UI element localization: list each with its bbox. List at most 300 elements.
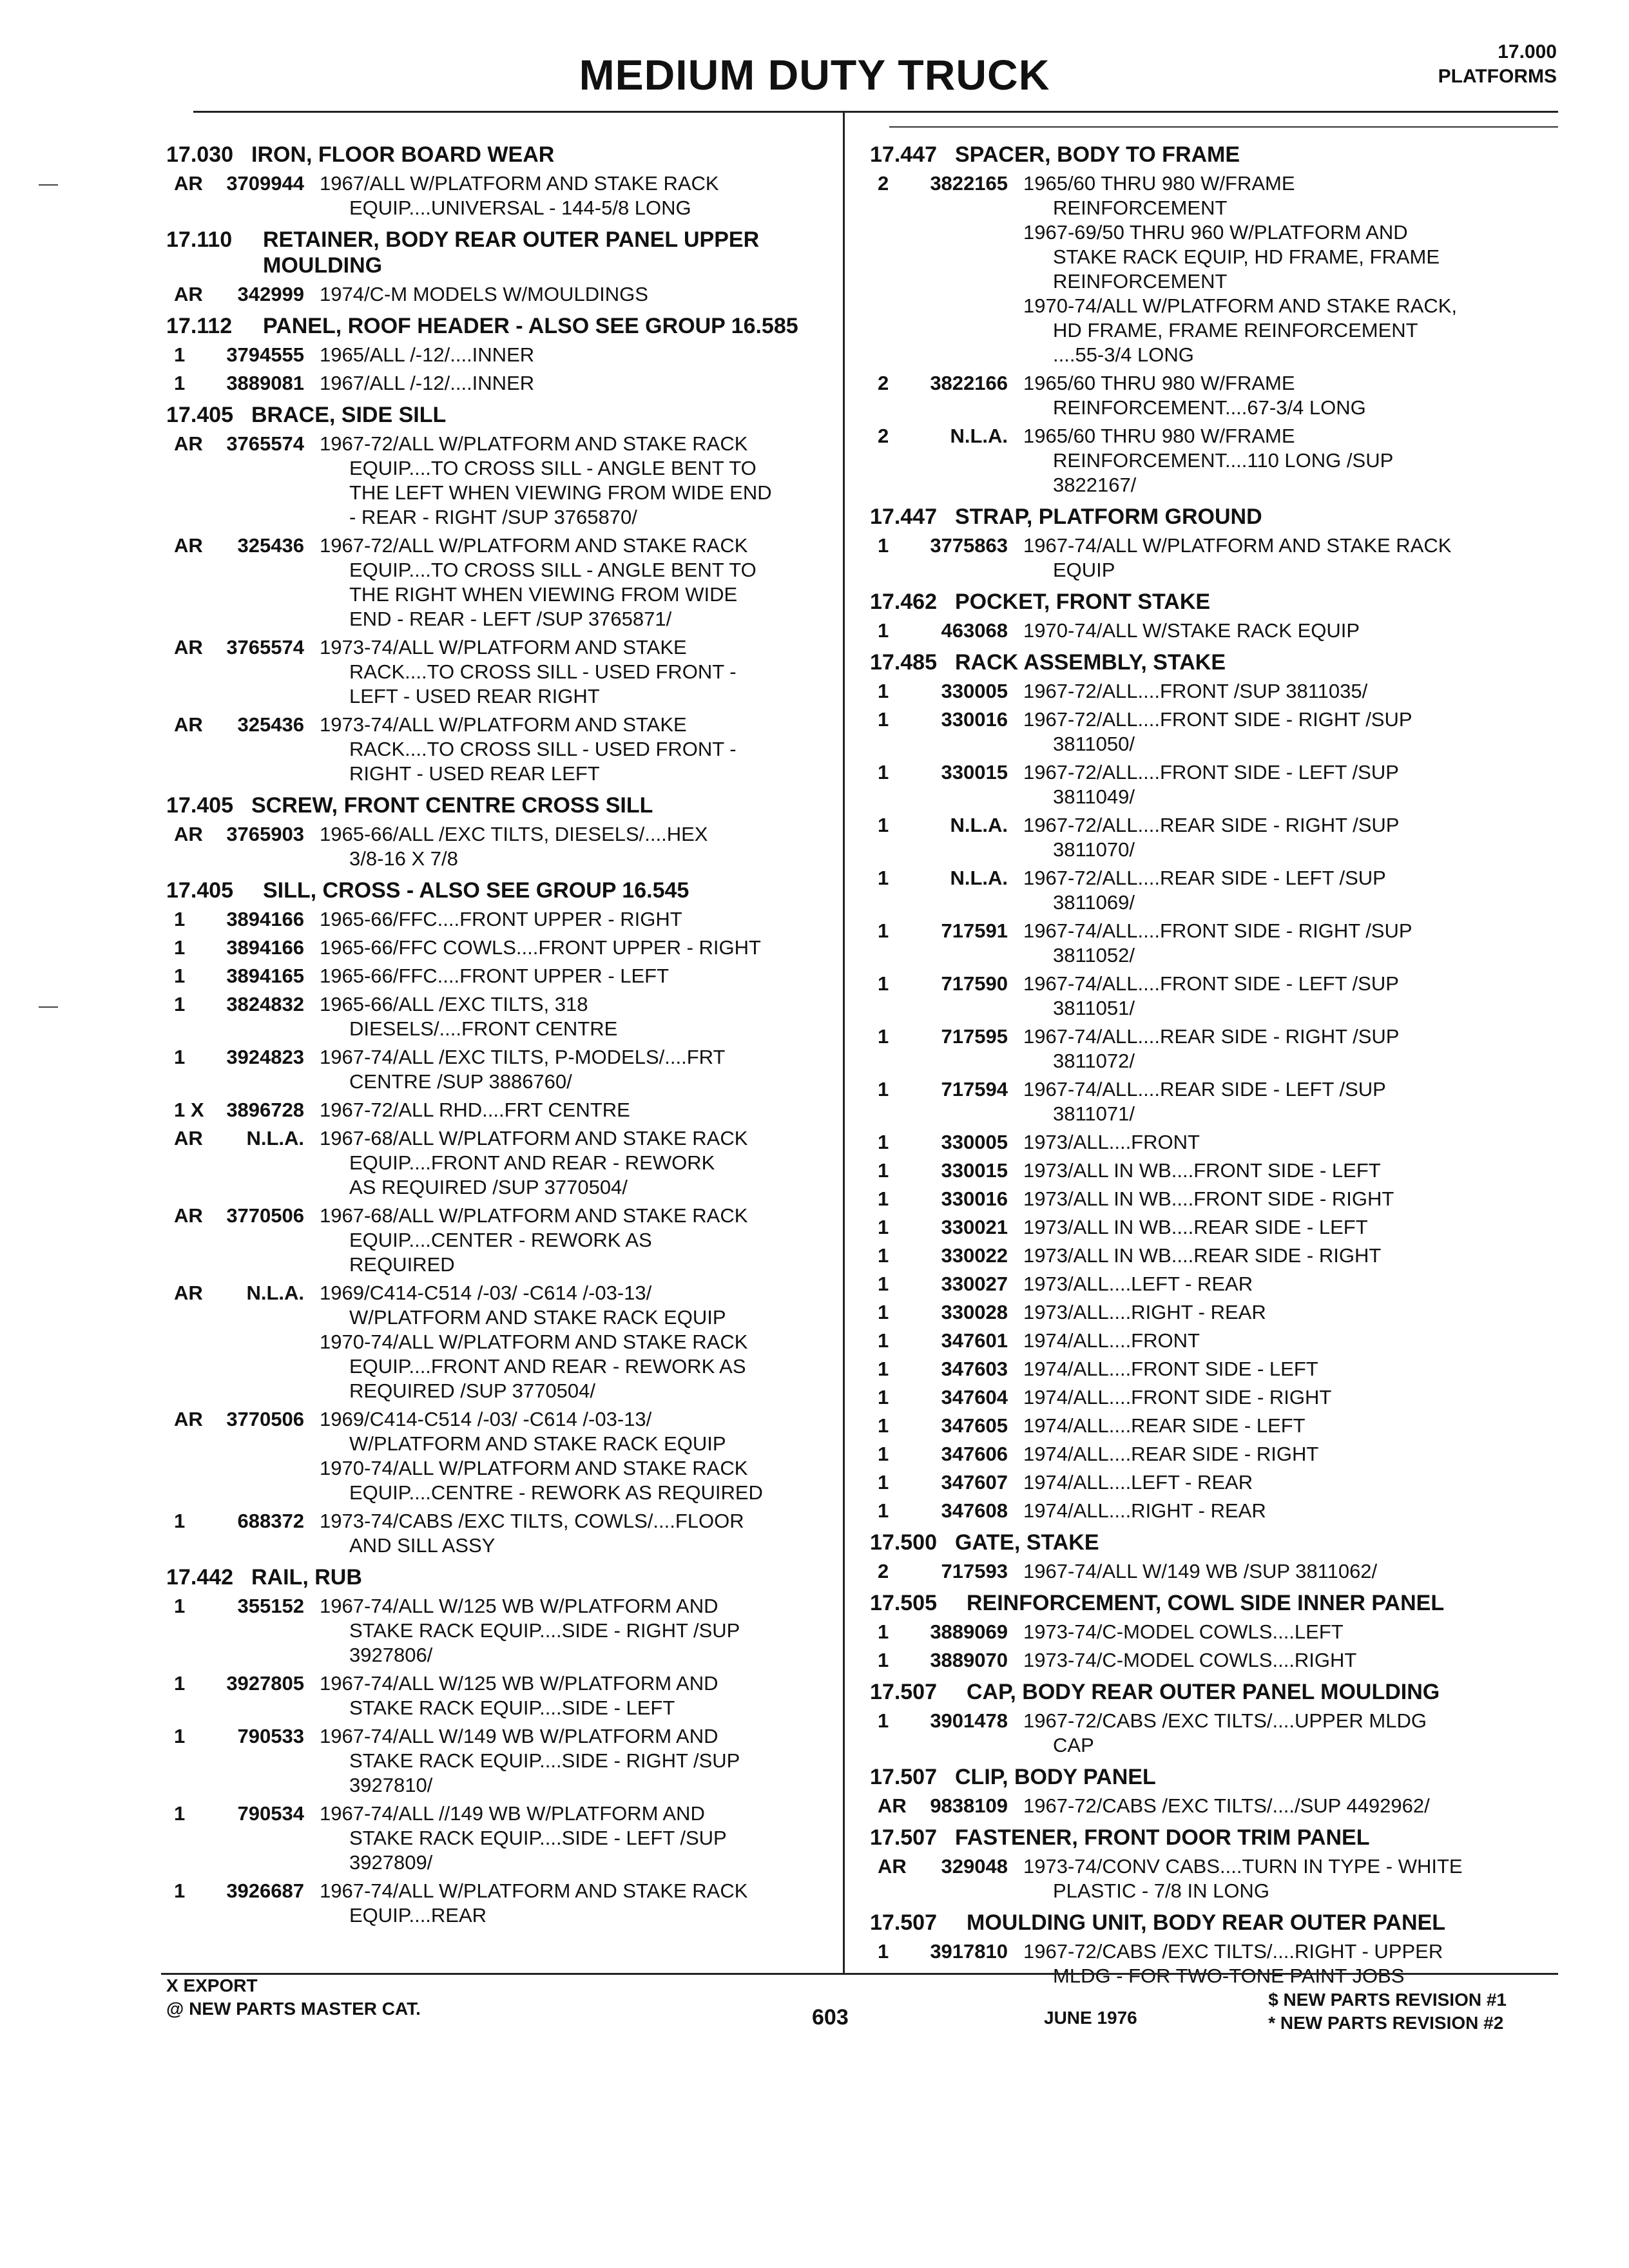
description-line: EQUIP....TO CROSS SILL - ANGLE BENT TO xyxy=(349,457,757,479)
part-entry xyxy=(166,1724,824,1798)
part-entry xyxy=(870,1244,1553,1268)
part-description xyxy=(1023,1648,1553,1673)
part-number: 3924823 xyxy=(226,1046,304,1068)
part-number: 342999 xyxy=(237,283,304,305)
section-heading-number: 17.507 xyxy=(870,1680,937,1704)
description-line: 1974/ALL....REAR SIDE - RIGHT xyxy=(1023,1443,1319,1465)
description-line: 1969/C414-C514 /-03/ -C614 /-03-13/ xyxy=(320,1408,652,1430)
part-number: 347604 xyxy=(941,1386,1008,1408)
part-quantity: 1 xyxy=(878,761,889,783)
part-number: 3770506 xyxy=(226,1408,304,1430)
part-description xyxy=(1023,1272,1553,1296)
section-heading xyxy=(870,1910,1553,1936)
part-number: 347601 xyxy=(941,1329,1008,1352)
section-heading-text: CLIP, BODY PANEL xyxy=(955,1765,1156,1789)
description-line: 1974/C-M MODELS W/MOULDINGS xyxy=(320,283,648,305)
part-description xyxy=(320,171,824,220)
description-line: RACK....TO CROSS SILL - USED FRONT - xyxy=(349,660,737,683)
description-line: 1967-72/ALL....REAR SIDE - RIGHT /SUP xyxy=(1023,814,1400,836)
section-heading-number: 17.112 xyxy=(166,314,233,338)
part-quantity: 1 xyxy=(878,1159,889,1182)
part-entry xyxy=(870,1794,1553,1818)
part-entry xyxy=(870,1357,1553,1381)
part-description xyxy=(1023,171,1553,367)
part-entry xyxy=(166,1204,824,1277)
part-description xyxy=(1023,760,1553,809)
description-line: 1965-66/ALL /EXC TILTS, 318 xyxy=(320,993,588,1015)
part-quantity: 1 xyxy=(878,1025,889,1048)
description-line: PLASTIC - 7/8 IN LONG xyxy=(1053,1879,1269,1902)
description-line: W/PLATFORM AND STAKE RACK EQUIP xyxy=(349,1432,726,1455)
part-number: 3822166 xyxy=(930,372,1008,394)
right-column xyxy=(870,135,1553,1992)
part-number: N.L.A. xyxy=(950,425,1008,447)
part-description xyxy=(1023,1620,1553,1644)
margin-mark xyxy=(39,184,58,186)
part-description xyxy=(1023,1442,1553,1466)
description-line: 1967-74/ALL W/125 WB W/PLATFORM AND xyxy=(320,1595,718,1617)
section-heading-text: SCREW, FRONT CENTRE CROSS SILL xyxy=(251,793,653,818)
description-line: 1967-72/ALL....FRONT SIDE - RIGHT /SUP xyxy=(1023,708,1412,731)
description-line: 1973/ALL IN WB....FRONT SIDE - LEFT xyxy=(1023,1159,1381,1182)
part-quantity: 1 xyxy=(174,1595,186,1617)
part-entry xyxy=(870,1385,1553,1410)
section-heading-number: 17.405 xyxy=(166,878,233,903)
description-line: THE LEFT WHEN VIEWING FROM WIDE END xyxy=(349,481,772,504)
catalog-section xyxy=(870,649,1553,1523)
part-description xyxy=(1023,1559,1553,1584)
description-line: AS REQUIRED /SUP 3770504/ xyxy=(349,1176,628,1198)
catalog-section xyxy=(870,1825,1553,1903)
page-title: MEDIUM DUTY TRUCK xyxy=(579,51,1050,99)
part-number: 347605 xyxy=(941,1414,1008,1437)
part-entry xyxy=(166,822,824,871)
catalog-section xyxy=(870,589,1553,643)
margin-mark xyxy=(39,1006,58,1008)
catalog-section xyxy=(166,313,824,396)
description-line: 1967-74/ALL //149 WB W/PLATFORM AND xyxy=(320,1802,705,1825)
section-heading-text: RETAINER, BODY REAR OUTER PANEL UPPER MOULDING xyxy=(263,227,760,278)
description-line: 3811051/ xyxy=(1053,997,1135,1019)
part-quantity: AR xyxy=(878,1794,907,1817)
description-line: MLDG - FOR TWO-TONE PAINT JOBS xyxy=(1053,1965,1405,1987)
description-line: RACK....TO CROSS SILL - USED FRONT - xyxy=(349,738,737,760)
section-header xyxy=(1438,40,1557,89)
description-line: 1974/ALL....REAR SIDE - LEFT xyxy=(1023,1414,1306,1437)
part-entry xyxy=(166,1594,824,1667)
part-quantity: 2 xyxy=(878,425,889,447)
part-number: 790534 xyxy=(237,1802,304,1825)
part-description xyxy=(1023,1470,1553,1495)
catalog-section xyxy=(870,504,1553,582)
part-quantity: 1 xyxy=(878,1386,889,1408)
part-number: 330015 xyxy=(941,1159,1008,1182)
part-description xyxy=(1023,1709,1553,1758)
description-line: DIESELS/....FRONT CENTRE xyxy=(349,1017,618,1040)
part-quantity: AR xyxy=(174,713,203,736)
description-line: EQUIP....FRONT AND REAR - REWORK AS xyxy=(349,1355,746,1378)
description-line: 1973-74/CONV CABS....TURN IN TYPE - WHITE xyxy=(1023,1855,1463,1878)
section-heading xyxy=(870,1764,1553,1790)
part-entry xyxy=(166,371,824,396)
part-description xyxy=(320,1879,824,1928)
section-heading xyxy=(166,793,824,818)
section-heading xyxy=(870,1679,1553,1705)
description-line: 1974/ALL....FRONT SIDE - RIGHT xyxy=(1023,1386,1332,1408)
part-quantity: 1 xyxy=(878,1709,889,1732)
part-description xyxy=(320,635,824,709)
description-line: EQUIP....FRONT AND REAR - REWORK xyxy=(349,1151,715,1174)
part-number: 330005 xyxy=(941,680,1008,702)
part-entry xyxy=(166,1671,824,1720)
description-line: 1973/ALL....RIGHT - REAR xyxy=(1023,1301,1266,1323)
description-line: THE RIGHT WHEN VIEWING FROM WIDE xyxy=(349,583,738,606)
part-description xyxy=(1023,1215,1553,1240)
section-heading-number: 17.507 xyxy=(870,1765,937,1789)
section-heading xyxy=(870,589,1553,615)
part-number: 3770506 xyxy=(226,1204,304,1227)
section-heading-text: IRON, FLOOR BOARD WEAR xyxy=(251,142,555,167)
part-quantity: 1 xyxy=(878,1940,889,1963)
part-quantity: 1 xyxy=(878,814,889,836)
section-heading-text: MOULDING UNIT, BODY REAR OUTER PANEL xyxy=(967,1910,1445,1935)
part-number: 9838109 xyxy=(930,1794,1008,1817)
part-quantity: AR xyxy=(174,1408,203,1430)
description-line: 3927809/ xyxy=(349,1851,433,1874)
section-heading xyxy=(870,1530,1553,1555)
part-entry xyxy=(870,171,1553,367)
part-quantity: 1 xyxy=(878,1471,889,1494)
part-description xyxy=(320,1802,824,1875)
part-quantity: 1 xyxy=(174,965,186,987)
section-heading-text: CAP, BODY REAR OUTER PANEL MOULDING xyxy=(967,1680,1440,1704)
description-line: REINFORCEMENT....67-3/4 LONG xyxy=(1053,396,1366,419)
part-quantity: 1 xyxy=(174,1879,186,1902)
catalog-section xyxy=(870,1590,1553,1673)
description-line: 1965-66/FFC....FRONT UPPER - LEFT xyxy=(320,965,670,987)
part-quantity: AR xyxy=(174,534,203,557)
part-quantity: 1 xyxy=(878,1358,889,1380)
description-line: 1967-74/ALL....REAR SIDE - RIGHT /SUP xyxy=(1023,1025,1400,1048)
part-quantity: 1 xyxy=(878,1649,889,1671)
description-line: 3822167/ xyxy=(1053,474,1137,496)
part-number: 3894166 xyxy=(226,908,304,930)
part-quantity: AR xyxy=(878,1855,907,1878)
section-heading xyxy=(166,142,824,168)
catalog-section xyxy=(870,142,1553,497)
section-heading-number: 17.485 xyxy=(870,650,937,675)
description-line: 1967/ALL W/PLATFORM AND STAKE RACK xyxy=(320,172,719,195)
part-entry xyxy=(870,1709,1553,1758)
part-entry xyxy=(870,1499,1553,1523)
part-entry xyxy=(870,1329,1553,1353)
part-entry xyxy=(870,1854,1553,1903)
part-entry xyxy=(870,1272,1553,1296)
part-entry xyxy=(166,1045,824,1094)
description-line: - REAR - RIGHT /SUP 3765870/ xyxy=(349,506,637,528)
part-number: 717593 xyxy=(941,1560,1008,1582)
part-entry xyxy=(870,813,1553,862)
catalog-section xyxy=(166,402,824,786)
part-number: 717590 xyxy=(941,972,1008,995)
part-entry xyxy=(870,371,1553,420)
part-quantity: 1 xyxy=(878,919,889,942)
description-line: 1967-74/ALL....REAR SIDE - LEFT /SUP xyxy=(1023,1078,1386,1100)
part-quantity: 1 xyxy=(174,993,186,1015)
section-heading xyxy=(166,402,824,428)
part-quantity: AR xyxy=(174,283,203,305)
part-number: 3709944 xyxy=(226,172,304,195)
catalog-section xyxy=(870,1679,1553,1758)
description-line: 1967-72/CABS /EXC TILTS/....RIGHT - UPPER xyxy=(1023,1940,1443,1963)
description-line: 1967-74/ALL /EXC TILTS, P-MODELS/....FRT xyxy=(320,1046,726,1068)
part-number: 330022 xyxy=(941,1244,1008,1267)
section-heading-number: 17.405 xyxy=(166,793,233,818)
part-description xyxy=(320,713,824,786)
catalog-section xyxy=(870,1764,1553,1818)
part-entry xyxy=(166,1126,824,1200)
part-quantity: 1 xyxy=(878,619,889,642)
part-number: 3927805 xyxy=(226,1672,304,1695)
part-description xyxy=(1023,707,1553,756)
section-heading xyxy=(870,504,1553,530)
part-quantity: 1 xyxy=(174,936,186,959)
part-description xyxy=(320,907,824,932)
part-entry xyxy=(166,432,824,530)
description-line: 1965-66/FFC COWLS....FRONT UPPER - RIGHT xyxy=(320,936,761,959)
description-line: 1967-74/ALL W/125 WB W/PLATFORM AND xyxy=(320,1672,718,1695)
part-description xyxy=(320,1407,824,1505)
part-number: N.L.A. xyxy=(246,1127,304,1149)
part-number: N.L.A. xyxy=(950,814,1008,836)
section-heading xyxy=(870,142,1553,168)
part-entry xyxy=(870,679,1553,704)
part-description xyxy=(1023,813,1553,862)
description-line: 3811071/ xyxy=(1053,1102,1135,1125)
description-line: 1973/ALL IN WB....FRONT SIDE - RIGHT xyxy=(1023,1187,1394,1210)
part-number: 3889081 xyxy=(226,372,304,394)
section-heading-text: STRAP, PLATFORM GROUND xyxy=(955,505,1262,529)
footer-legend xyxy=(166,1974,421,2021)
part-entry xyxy=(166,713,824,786)
section-name: PLATFORMS xyxy=(1438,66,1557,87)
description-line: 1970-74/ALL W/PLATFORM AND STAKE RACK, xyxy=(1023,294,1458,317)
description-line: 1974/ALL....LEFT - REAR xyxy=(1023,1471,1253,1494)
section-heading-text: BRACE, SIDE SILL xyxy=(251,403,447,427)
part-description xyxy=(320,1509,824,1558)
part-number: N.L.A. xyxy=(950,867,1008,889)
description-line: 1965/60 THRU 980 W/FRAME xyxy=(1023,172,1295,195)
column-divider xyxy=(843,111,845,1974)
part-entry xyxy=(166,907,824,932)
description-line: 3927810/ xyxy=(349,1774,433,1796)
part-description xyxy=(1023,1158,1553,1183)
description-line: STAKE RACK EQUIP....SIDE - RIGHT /SUP xyxy=(349,1749,740,1772)
part-description xyxy=(320,432,824,530)
part-quantity: AR xyxy=(174,432,203,455)
legend-new-master: @ NEW PARTS MASTER CAT. xyxy=(166,1999,421,2019)
part-quantity: 1 xyxy=(174,1802,186,1825)
part-description xyxy=(320,936,824,960)
part-description xyxy=(320,1281,824,1403)
part-quantity: AR xyxy=(174,636,203,658)
part-number: 3901478 xyxy=(930,1709,1008,1732)
part-quantity: 1 xyxy=(878,680,889,702)
description-line: EQUIP....REAR xyxy=(349,1904,487,1927)
section-heading xyxy=(870,1590,1553,1616)
description-line: 1967-72/ALL....FRONT /SUP 3811035/ xyxy=(1023,680,1368,702)
part-quantity: 1 xyxy=(174,343,186,366)
part-entry xyxy=(870,1939,1553,1988)
part-number: 330016 xyxy=(941,1187,1008,1210)
part-quantity: 1 xyxy=(174,1672,186,1695)
description-line: STAKE RACK EQUIP....SIDE - LEFT xyxy=(349,1696,675,1719)
part-entry xyxy=(870,1470,1553,1495)
description-line: 1967/ALL /-12/....INNER xyxy=(320,372,535,394)
section-heading xyxy=(166,227,824,278)
part-entry xyxy=(166,964,824,988)
description-line: EQUIP....UNIVERSAL - 144-5/8 LONG xyxy=(349,197,691,219)
description-line: 3811049/ xyxy=(1053,785,1135,808)
part-entry xyxy=(870,1077,1553,1126)
part-description xyxy=(1023,1077,1553,1126)
section-heading xyxy=(166,878,824,903)
description-line: 1974/ALL....FRONT xyxy=(1023,1329,1200,1352)
part-quantity: 1 xyxy=(878,972,889,995)
part-number: 3765903 xyxy=(226,823,304,845)
part-number: 330016 xyxy=(941,708,1008,731)
part-description xyxy=(1023,1329,1553,1353)
part-quantity: 1 xyxy=(878,1244,889,1267)
part-number: N.L.A. xyxy=(246,1282,304,1304)
part-number: 790533 xyxy=(237,1725,304,1747)
part-quantity: 1 xyxy=(878,534,889,557)
description-line: 1973/ALL....LEFT - REAR xyxy=(1023,1273,1253,1295)
part-description xyxy=(320,1126,824,1200)
description-line: STAKE RACK EQUIP....SIDE - LEFT /SUP xyxy=(349,1827,727,1849)
catalog-section xyxy=(870,1530,1553,1584)
part-quantity: AR xyxy=(174,1204,203,1227)
part-quantity: 1 xyxy=(878,1443,889,1465)
revision-1: $ NEW PARTS REVISION #1 xyxy=(1268,1990,1507,2010)
part-description xyxy=(320,1594,824,1667)
part-entry xyxy=(870,919,1553,968)
revision-2: * NEW PARTS REVISION #2 xyxy=(1268,2013,1504,2033)
part-description xyxy=(1023,1939,1553,1988)
part-number: 717591 xyxy=(941,919,1008,942)
description-line: 1967-68/ALL W/PLATFORM AND STAKE RACK xyxy=(320,1204,748,1227)
part-number: 3824832 xyxy=(226,993,304,1015)
part-quantity: 2 xyxy=(878,172,889,195)
part-quantity: AR xyxy=(174,1127,203,1149)
catalog-section xyxy=(166,142,824,220)
description-line: 1973-74/CABS /EXC TILTS, COWLS/....FLOOR xyxy=(320,1510,744,1532)
part-description xyxy=(1023,1187,1553,1211)
part-entry xyxy=(166,1509,824,1558)
description-line: AND SILL ASSY xyxy=(349,1534,496,1557)
part-number: 3917810 xyxy=(930,1940,1008,1963)
part-number: 3822165 xyxy=(930,172,1008,195)
part-entry xyxy=(166,282,824,307)
part-entry xyxy=(166,343,824,367)
description-line: EQUIP xyxy=(1053,559,1115,581)
description-line: 1967-74/ALL W/PLATFORM AND STAKE RACK xyxy=(320,1879,748,1902)
part-description xyxy=(1023,919,1553,968)
part-entry xyxy=(870,424,1553,497)
section-heading-text: PANEL, ROOF HEADER - ALSO SEE GROUP 16.585 xyxy=(263,314,798,338)
description-line: ....55-3/4 LONG xyxy=(1053,343,1194,366)
description-line: 1969/C414-C514 /-03/ -C614 /-03-13/ xyxy=(320,1282,652,1304)
section-heading-text: SPACER, BODY TO FRAME xyxy=(955,142,1240,167)
section-heading-number: 17.030 xyxy=(166,142,233,167)
section-heading-number: 17.505 xyxy=(870,1591,937,1615)
part-number: 3765574 xyxy=(226,636,304,658)
part-entry xyxy=(870,533,1553,582)
description-line: 1967-74/ALL....FRONT SIDE - RIGHT /SUP xyxy=(1023,919,1412,942)
part-description xyxy=(1023,972,1553,1021)
part-entry xyxy=(870,1024,1553,1073)
description-line: CENTRE /SUP 3886760/ xyxy=(349,1070,572,1093)
description-line: 1965-66/ALL /EXC TILTS, DIESELS/....HEX xyxy=(320,823,708,845)
part-entry xyxy=(166,1098,824,1122)
part-number: 3889070 xyxy=(930,1649,1008,1671)
part-entry xyxy=(870,1215,1553,1240)
part-number: 688372 xyxy=(237,1510,304,1532)
part-number: 330027 xyxy=(941,1273,1008,1295)
part-number: 330021 xyxy=(941,1216,1008,1238)
part-quantity: AR xyxy=(174,823,203,845)
part-entry xyxy=(870,1158,1553,1183)
section-heading xyxy=(166,313,824,339)
description-line: EQUIP....CENTRE - REWORK AS REQUIRED xyxy=(349,1481,763,1504)
part-number: 329048 xyxy=(941,1855,1008,1878)
section-heading xyxy=(870,649,1553,675)
description-line: 1967-72/ALL RHD....FRT CENTRE xyxy=(320,1099,630,1121)
part-description xyxy=(1023,866,1553,915)
part-quantity: 2 xyxy=(878,372,889,394)
description-line: 1967-74/ALL W/PLATFORM AND STAKE RACK xyxy=(1023,534,1452,557)
part-quantity: 1 xyxy=(878,1078,889,1100)
description-line: 1967-74/ALL W/149 WB /SUP 3811062/ xyxy=(1023,1560,1378,1582)
section-heading-text: RAIL, RUB xyxy=(251,1565,362,1590)
part-quantity: 1 X xyxy=(174,1099,204,1121)
part-quantity: 1 xyxy=(878,1414,889,1437)
description-line: 1967-72/CABS /EXC TILTS/....UPPER MLDG xyxy=(1023,1709,1427,1732)
section-heading xyxy=(870,1825,1553,1850)
part-number: 347607 xyxy=(941,1471,1008,1494)
description-line: 1967-74/ALL W/149 WB W/PLATFORM AND xyxy=(320,1725,718,1747)
part-entry xyxy=(166,533,824,631)
description-line: 1965/ALL /-12/....INNER xyxy=(320,343,535,366)
catalog-section xyxy=(166,793,824,871)
description-line: 3/8-16 X 7/8 xyxy=(349,847,458,870)
part-entry xyxy=(870,1648,1553,1673)
catalog-section xyxy=(166,227,824,307)
part-entry xyxy=(870,1300,1553,1325)
revision-date: JUNE 1976 xyxy=(1044,2008,1137,2028)
description-line: 1967-72/CABS /EXC TILTS/..../SUP 4492962/ xyxy=(1023,1794,1430,1817)
description-line: STAKE RACK EQUIP, HD FRAME, FRAME xyxy=(1053,245,1440,268)
section-number: 17.000 xyxy=(1498,41,1557,62)
part-description xyxy=(1023,619,1553,643)
part-entry xyxy=(870,1130,1553,1155)
part-entry xyxy=(166,936,824,960)
part-quantity: 1 xyxy=(878,1273,889,1295)
section-heading-number: 17.110 xyxy=(166,227,233,252)
part-quantity: 1 xyxy=(878,1620,889,1643)
part-description xyxy=(320,964,824,988)
section-heading-text: POCKET, FRONT STAKE xyxy=(955,590,1211,614)
